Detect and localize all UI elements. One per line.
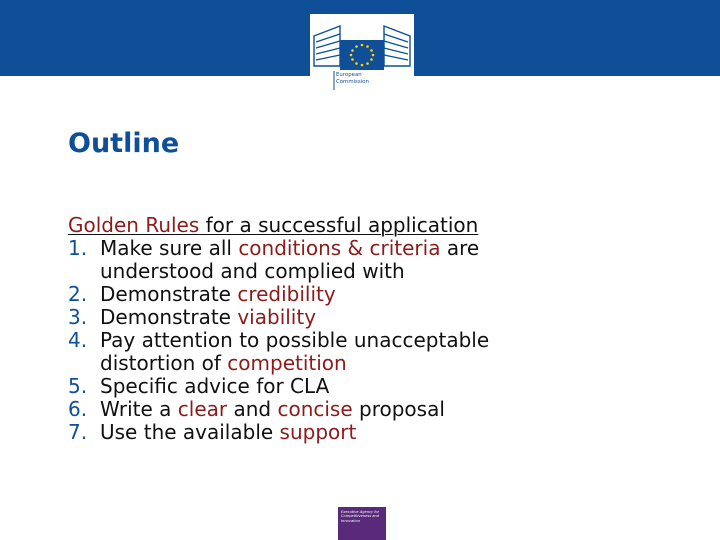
text-highlight: concise bbox=[277, 397, 353, 421]
text-part: Write a bbox=[100, 397, 178, 421]
list-item bbox=[68, 375, 588, 398]
text-part: Pay attention to possible unacceptable distortion of bbox=[100, 328, 490, 375]
slide-content bbox=[68, 214, 588, 444]
logo-text bbox=[336, 72, 369, 86]
agency-badge-text: Executive Agency for Competitiveness and Innovation bbox=[341, 510, 380, 523]
logo-text-line2: Commission bbox=[336, 79, 369, 85]
list-number: 5. bbox=[68, 374, 88, 398]
text-highlight: viability bbox=[237, 305, 317, 329]
agency-badge bbox=[338, 507, 386, 540]
list-number: 6. bbox=[68, 397, 88, 421]
list-item bbox=[68, 306, 588, 329]
berlaymont-building-icon bbox=[310, 14, 414, 100]
list-text bbox=[100, 329, 588, 375]
text-part: Demonstrate bbox=[100, 305, 238, 329]
list-item bbox=[68, 329, 588, 375]
list-text bbox=[100, 398, 588, 421]
list-number: 4. bbox=[68, 328, 88, 352]
list-text bbox=[100, 237, 588, 283]
logo-text-line1: European bbox=[336, 72, 362, 78]
european-commission-logo bbox=[310, 14, 414, 100]
list-number: 2. bbox=[68, 282, 88, 306]
list-item bbox=[68, 398, 588, 421]
heading-rest: for a successful application bbox=[199, 213, 479, 237]
list-item bbox=[68, 283, 588, 306]
list-number: 3. bbox=[68, 305, 88, 329]
golden-rules-heading bbox=[68, 214, 588, 237]
text-highlight: competition bbox=[227, 351, 347, 375]
text-part: and bbox=[227, 397, 278, 421]
text-highlight: conditions & criteria bbox=[238, 236, 441, 260]
text-part: Demonstrate bbox=[100, 282, 238, 306]
slide-title: Outline bbox=[68, 128, 180, 159]
text-part: are understood and complied with bbox=[100, 236, 480, 283]
list-item bbox=[68, 237, 588, 283]
heading-highlight: Golden Rules bbox=[68, 213, 200, 237]
text-part: proposal bbox=[352, 397, 445, 421]
list-number: 7. bbox=[68, 420, 88, 444]
list-item bbox=[68, 421, 588, 444]
text-part: Use the available bbox=[100, 420, 280, 444]
list-text bbox=[100, 421, 588, 444]
list-number: 1. bbox=[68, 236, 88, 260]
list-text bbox=[100, 306, 588, 329]
list-text: Specific advice for CLA bbox=[100, 374, 330, 398]
text-highlight: credibility bbox=[237, 282, 336, 306]
list-text bbox=[100, 283, 588, 306]
text-highlight: clear bbox=[177, 397, 228, 421]
text-part: Make sure all bbox=[100, 236, 239, 260]
text-highlight: support bbox=[279, 420, 357, 444]
